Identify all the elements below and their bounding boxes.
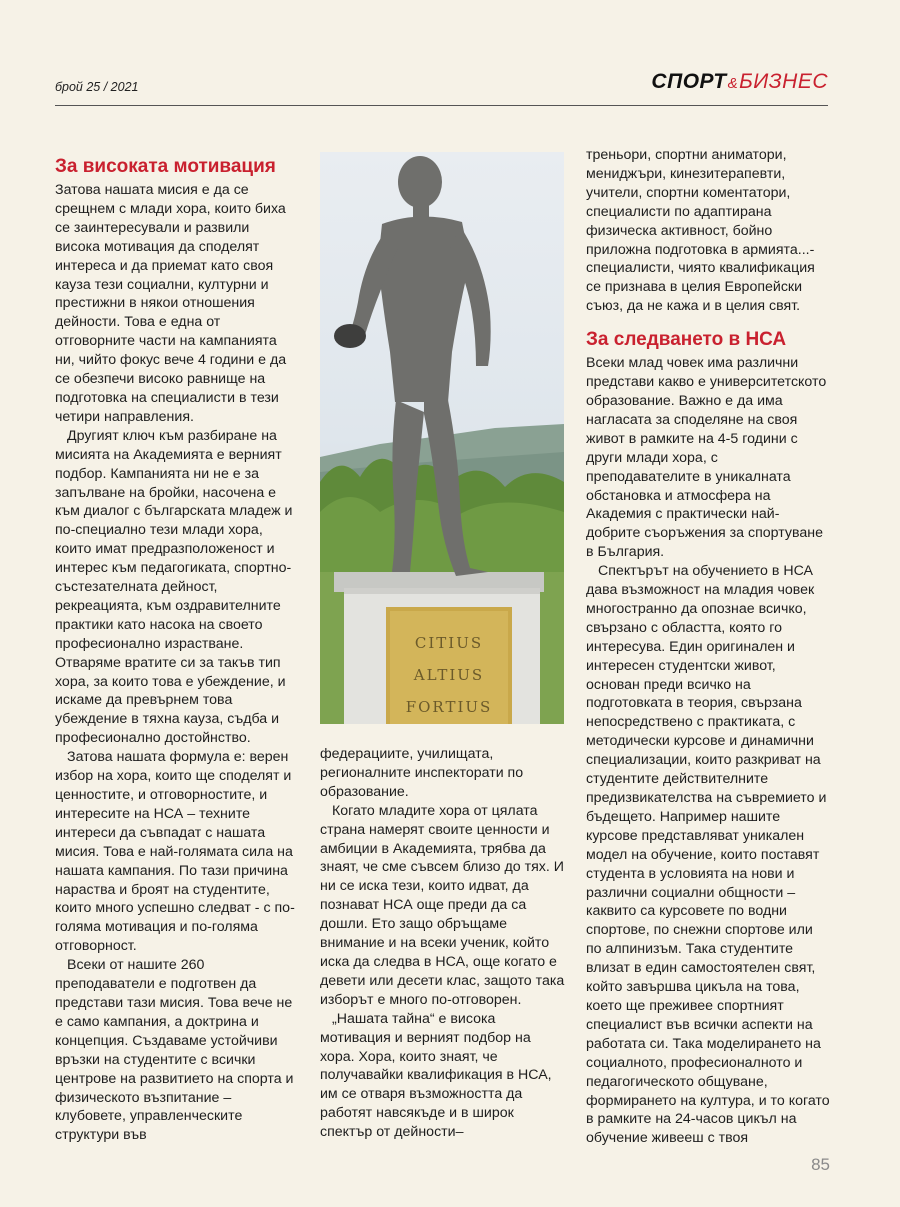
plaque-line-1: CITIUS <box>414 634 484 652</box>
article-column-1 <box>55 155 295 1145</box>
paragraph: Когато младите хора от цялата страна намерят своите ценности и амбиции в Академията, трябва да знаят, че сме съвсем близо до тях. И ни се иска тези, които идват, да познават НСА още преди да са дошли. Ето защо обръщаме внимание и на всеки ученик, който иска да следва в НСА, още когато е девети или десети клас, защото така изборът е много по-отговорен. <box>320 802 565 1008</box>
paragraph: федерациите, училищата, регионалните инспекторати по образование. <box>320 746 524 800</box>
issue-number: брой 25 / 2021 <box>55 80 139 94</box>
plaque-line-3: FORTIUS <box>405 698 493 716</box>
section-heading-studies: За следването в НСА <box>586 329 787 351</box>
paragraph: Всеки млад човек има различни представи какво е университетското образование. Важно е да има нагласата за споделяне на своя живот в рамките на 4-5 години с други млади хора, с преподавателите в уникалната обстановка и атмосфера на Академия с практически най-добрите съоръжения за спортуване в България. <box>586 355 827 561</box>
article-column-2 <box>320 745 567 1142</box>
section-heading-motivation: За високата мотивация <box>55 156 276 177</box>
page-number: 85 <box>811 1155 830 1174</box>
paragraph: Всеки от нашите 260 преподаватели е подготвен да представи тази мисия. Това вече не е само кампания, а доктрина и концепция. Създаваме устойчиви връзки на студентите с всички центрове на развитието на спорта и физическото възпитание – клубовете, управленческите структури във <box>55 957 294 1144</box>
paragraph: Спектърът на обучението в НСА дава възможност на младия човек многостранно да опознае всичко, свързано с областта, която го интересува. Един оригинален и интересен студентски живот, основан преди всичко на подготовката в теория, свързана непосредствено с практиката, с методически курсове и динамични специализации, които разкриват на студентите действителните предизвикателства на съвремието и бъдещето. Например нашите курсове представляват уникален модел на обучение, които поставят студента в условията на нови и различни социални общности – каквито са курсовете по водни спортове, по снежни спортове или по алпинизъм. Така студентите влизат в един самостоятелен свят, който завършва цикъла на това, което ще преживее спортният специалист във всички аспекти на работата си. Така моделирането на социалното, професионалното и педагогическото общуване, формирането на култура, и то когато в рамките на 24-часов цикъл на обучение живееш с твоя <box>586 563 830 1147</box>
statue-photo <box>320 152 564 724</box>
paragraph: „Нашата тайна“ е висока мотивация и верният подбор на хора. Хора, които знаят, че получавайки квалификация в НСА, им се отваря възможността да работят навсякъде и в широк спектър от дейности– <box>320 1010 552 1141</box>
logo-sport: СПОРТ <box>651 70 727 93</box>
magazine-logo <box>651 70 828 94</box>
article-column-3 <box>586 146 830 1148</box>
statue-illustration <box>320 152 564 724</box>
paragraph: Другият ключ към разбиране на мисията на Академията е верният подбор. Кампанията ни не е за запълване на бройки, насочена е към диалог с българската младеж и по-специално тези млади хора, които имат предразположеност и интерес към педагогиката, спортно-състезателната дейност, рекреацията, към оздравителните практики като насока на своето професионално израстване. Отваряме вратите си за такъв тип хора, за които това е убеждение, и искаме да превърнем това убеждение в тяхна кауза, съдба и професионално достойнство. <box>55 427 293 747</box>
header-divider <box>55 105 828 106</box>
logo-business: БИЗНЕС <box>739 70 828 93</box>
paragraph: треньори, спортни аниматори, мениджъри, кинезитерапевти, учители, спортни коментатори, специалисти по адаптирана физическа активност, бойно приложна подготовка в армията...- специалисти, чиято квалификация се признава в целия Европейски съюз, да не кажа и в целия свят. <box>586 147 815 315</box>
logo-ampersand: & <box>727 75 739 92</box>
paragraph: Затова нашата формула е: верен избор на хора, които ще споделят и ценностите, и отговорностите, и интересите на НСА – техните интереси да съвпадат с нашата мисия. Това е най-голямата сила на нашата кампания. По тази причина нараства и броят на студентите, които много успешно следват - с по-голяма мотивация и по-голяма отговорност. <box>55 749 295 955</box>
plaque-line-2: ALTIUS <box>413 666 485 684</box>
paragraph: Затова нашата мисия е да се срещнем с млади хора, които биха се заинтересували и развили висока мотивация да споделят интереса и да приемат като своя кауза тези социални, културни и престижни в някои отношения дейности. Това е една от отговорните части на кампанията ни, чийто фокус вече 4 години е да се обезпечи високо равнище на подготовка на специалисти в тези четири направления. <box>55 182 287 425</box>
